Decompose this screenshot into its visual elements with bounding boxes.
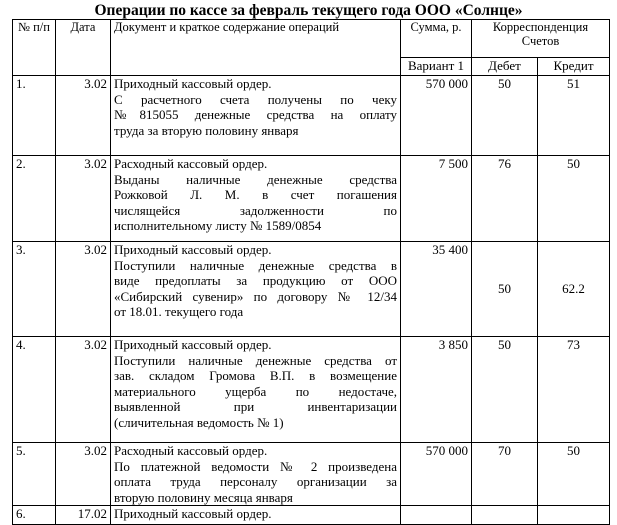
table-row: [13, 443, 610, 506]
row-document: [111, 76, 401, 156]
header-correspondence: [472, 20, 610, 58]
document-line: Приходный кассовый ордер.: [114, 337, 272, 352]
document-line: оплата труда персоналу организации за: [114, 474, 397, 489]
document-title: Операции по кассе за февраль текущего года ООО «Солнце»: [94, 2, 523, 19]
document-line: По платежной ведомости № 2 произведена: [114, 458, 397, 474]
row-number: 3.: [13, 242, 56, 337]
row-date: 3.02: [56, 443, 111, 506]
row-date: 3.02: [56, 76, 111, 156]
header-variant: Вариант 1: [401, 58, 472, 76]
header-doc-label: Документ и краткое содержание операций: [114, 20, 340, 34]
document-line: зав. складом Громова В.П. в возмещение: [114, 368, 397, 383]
table-row: [13, 506, 610, 525]
document-line: труда за вторую половину января: [114, 122, 299, 138]
row-debit: 50: [472, 337, 538, 443]
document-line: №815055 денежные средства на оплату: [114, 107, 397, 122]
row-document: [111, 443, 401, 506]
row-credit: 73: [538, 337, 610, 443]
header-date-label: Дата: [70, 20, 96, 34]
table-body: [13, 76, 610, 525]
document-line: Приходный кассовый ордер.: [114, 506, 272, 521]
row-debit: 70: [472, 443, 538, 506]
table-row: [13, 156, 610, 242]
row-amount: 35 400: [401, 242, 472, 337]
header-sum-label: Сумма, р.: [410, 20, 462, 34]
row-document: [111, 337, 401, 443]
row-number: 6.: [13, 506, 56, 525]
row-credit: [538, 506, 610, 525]
row-credit: 50: [538, 156, 610, 242]
header-correspondence-label: Корреспонденция Счетов: [492, 20, 589, 48]
row-credit: 50: [538, 443, 610, 506]
row-debit: 50: [472, 76, 538, 156]
row-debit: [472, 506, 538, 525]
table-row: [13, 76, 610, 156]
document-line: Приходный кассовый ордер.: [114, 242, 272, 257]
document-line: исполнительному листу № 1589/0854: [114, 218, 322, 233]
document-line: С расчетного счета получены по чеку: [114, 91, 397, 107]
table-row: [13, 337, 610, 443]
document-line: «Сибирский сувенир» по договору № 12/34: [114, 288, 397, 304]
document-line: Рожковой Л. М. в счет погашения: [114, 187, 397, 202]
document-line: виде предоплаты за продукцию от ООО: [114, 273, 397, 288]
header-num: [13, 20, 56, 76]
row-number: 5.: [13, 443, 56, 506]
document-line: числящейся задолженности по: [114, 202, 397, 218]
row-amount: 570 000: [401, 76, 472, 156]
document-line: (сличительная ведомость № 1): [114, 414, 284, 430]
header-doc: [111, 20, 401, 76]
document-line: Приходный кассовый ордер.: [114, 76, 272, 91]
document-line: Выданы наличные денежные средства: [114, 171, 397, 187]
header-sum: [401, 20, 472, 58]
row-date: 17.02: [56, 506, 111, 525]
document-line: Расходный кассовый ордер.: [114, 443, 268, 458]
row-date: 3.02: [56, 242, 111, 337]
row-amount: 7 500: [401, 156, 472, 242]
document-line: выявленной при инвентаризации: [114, 399, 397, 414]
row-debit: 76: [472, 156, 538, 242]
row-number: 1.: [13, 76, 56, 156]
cash-operations-table: [12, 19, 610, 525]
table-row: [13, 242, 610, 337]
row-document: [111, 156, 401, 242]
row-number: 4.: [13, 337, 56, 443]
row-amount: 3 850: [401, 337, 472, 443]
row-date: 3.02: [56, 156, 111, 242]
document-line: Поступили наличные денежные средства от: [114, 352, 397, 368]
document-line: Поступили наличные денежные средства в: [114, 257, 397, 273]
row-number: 2.: [13, 156, 56, 242]
row-date: 3.02: [56, 337, 111, 443]
row-debit: 50: [472, 242, 538, 337]
document-line: Расходный кассовый ордер.: [114, 156, 268, 171]
document-line: вторую половину месяца января: [114, 489, 293, 505]
document-line: от 18.01. текущего года: [114, 304, 244, 319]
row-document: [111, 506, 401, 525]
row-document: [111, 242, 401, 337]
header-num-label: № п/п: [18, 20, 50, 34]
row-amount: 570 000: [401, 443, 472, 506]
row-credit: 51: [538, 76, 610, 156]
document-line: материального ущерба по недостаче,: [114, 383, 397, 399]
row-credit: 62.2: [538, 242, 610, 337]
header-debit: Дебет: [472, 58, 538, 76]
header-date: [56, 20, 111, 76]
row-amount: [401, 506, 472, 525]
header-credit: Кредит: [538, 58, 610, 76]
